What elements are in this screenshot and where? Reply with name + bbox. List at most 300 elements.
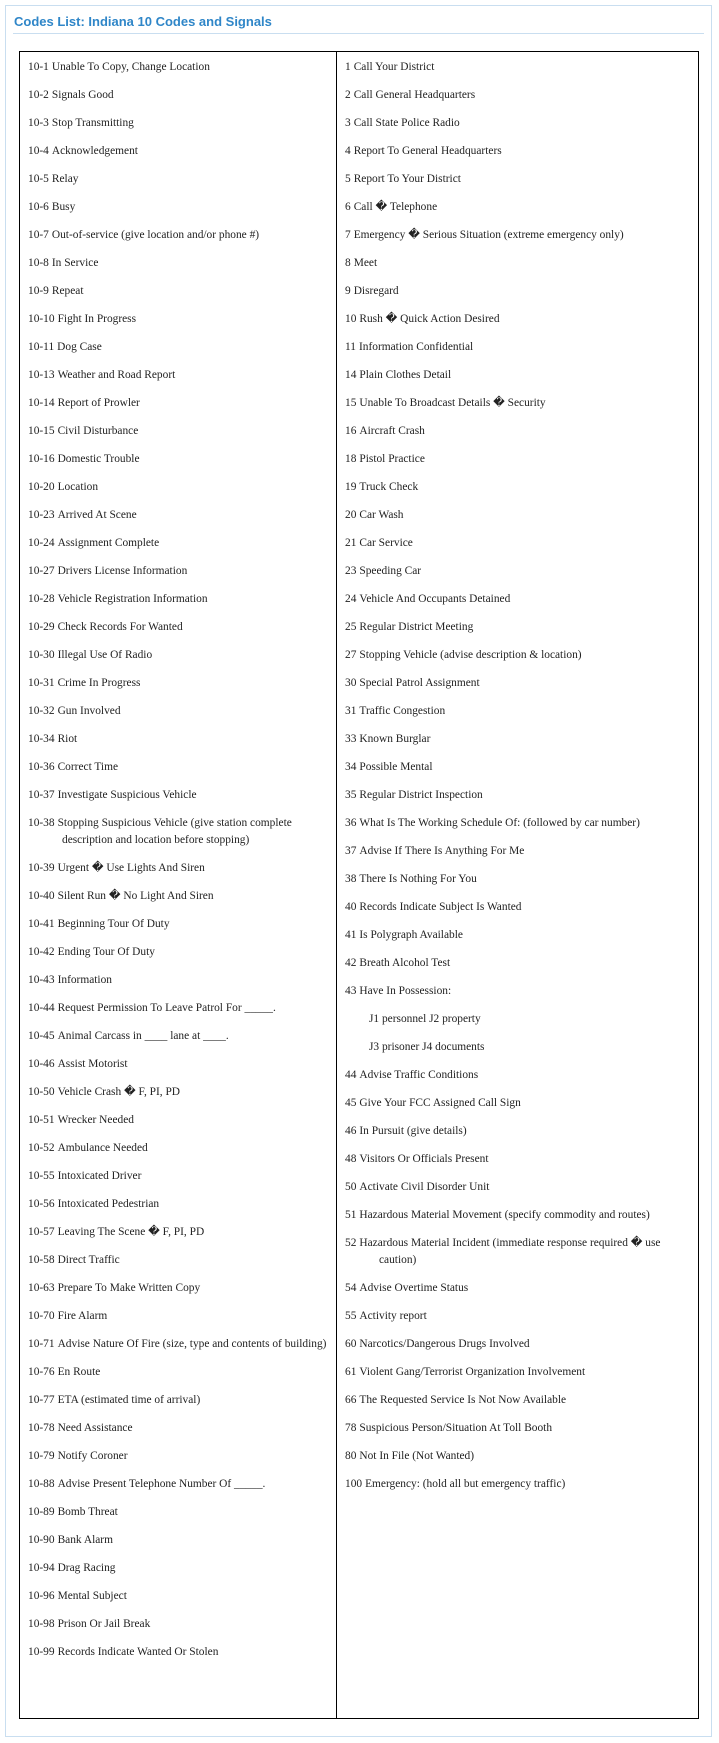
code-description: Stopping Suspicious Vehicle (give station complete description and location before stopping) — [57, 817, 292, 846]
code-number: 66 — [345, 1393, 357, 1406]
code-number: 10 — [345, 313, 357, 325]
code-number: 10-43 — [28, 973, 55, 986]
signal-item — [345, 1207, 698, 1224]
ten-code-item — [28, 1476, 336, 1493]
code-description: Regular District Inspection — [359, 789, 483, 801]
code-number: 27 — [345, 649, 357, 661]
code-description: Pistol Practice — [359, 453, 425, 465]
code-number: 10-14 — [28, 397, 55, 409]
code-number: 10-57 — [28, 1225, 55, 1238]
code-description: Urgent � Use Lights And Siren — [57, 861, 205, 874]
code-description: Assignment Complete — [57, 537, 160, 549]
code-description: Car Wash — [359, 509, 404, 521]
code-description: Intoxicated Pedestrian — [57, 1197, 160, 1210]
code-description: Unable To Copy, Change Location — [51, 61, 210, 73]
code-number: 10-42 — [28, 945, 55, 958]
code-number: 45 — [345, 1097, 357, 1109]
code-description: Need Assistance — [57, 1421, 133, 1434]
code-description: En Route — [57, 1365, 101, 1378]
signal-item — [345, 1448, 698, 1465]
signal-item — [345, 787, 698, 804]
signal-item — [345, 423, 698, 440]
code-number: 10-3 — [28, 117, 49, 129]
code-description: Report To General Headquarters — [353, 145, 502, 157]
code-number: 10-34 — [28, 733, 55, 745]
codes-panel — [5, 5, 712, 1737]
code-number: 10-40 — [28, 889, 55, 902]
signal-item — [345, 479, 698, 496]
code-number: 46 — [345, 1125, 357, 1137]
signal-item — [345, 591, 698, 608]
ten-code-item — [28, 87, 336, 104]
ten-code-item — [28, 944, 336, 961]
code-description: Prepare To Make Written Copy — [57, 1281, 201, 1294]
ten-codes-column — [20, 52, 337, 1718]
code-number: 9 — [345, 285, 351, 297]
code-description: Car Service — [359, 537, 413, 549]
code-description: Truck Check — [359, 481, 419, 493]
title-divider — [13, 33, 704, 34]
code-description: Report of Prowler — [57, 397, 140, 409]
ten-code-item — [28, 1504, 336, 1521]
code-number: 10-24 — [28, 537, 55, 549]
ten-code-item — [28, 1196, 336, 1213]
code-number: 60 — [345, 1337, 357, 1350]
code-number: 48 — [345, 1153, 357, 1165]
code-description: Is Polygraph Available — [359, 929, 463, 941]
ten-code-item — [28, 563, 336, 580]
signal-item — [345, 171, 698, 188]
code-description: Advise If There Is Anything For Me — [359, 845, 525, 857]
code-description: Plain Clothes Detail — [359, 369, 452, 381]
ten-code-item — [28, 675, 336, 692]
code-description: Intoxicated Driver — [57, 1169, 142, 1182]
code-description: Report To Your District — [353, 173, 461, 185]
ten-code-item — [28, 972, 336, 989]
code-description: Vehicle Crash � F, PI, PD — [57, 1085, 181, 1098]
code-number: 54 — [345, 1281, 357, 1294]
code-number: 10-94 — [28, 1561, 55, 1574]
code-number: 41 — [345, 929, 357, 941]
code-number: 35 — [345, 789, 357, 801]
ten-code-item — [28, 1000, 336, 1017]
code-description: Arrived At Scene — [57, 509, 137, 521]
signal-item-subline — [345, 1011, 698, 1028]
signal-item — [345, 703, 698, 720]
code-description: Hazardous Material Incident (immediate response required � use caution) — [359, 1237, 661, 1266]
code-description: Visitors Or Officials Present — [359, 1153, 489, 1165]
signal-item — [345, 395, 698, 412]
code-number: 10-8 — [28, 257, 49, 269]
ten-code-item — [28, 1280, 336, 1297]
ten-code-item — [28, 451, 336, 468]
code-description: Signals Good — [51, 89, 114, 101]
ten-code-item — [28, 1420, 336, 1437]
code-description: Call � Telephone — [353, 201, 438, 213]
signal-item — [345, 955, 698, 972]
code-description: Prison Or Jail Break — [57, 1617, 151, 1630]
code-description: Silent Run � No Light And Siren — [57, 889, 214, 902]
ten-code-item — [28, 1112, 336, 1129]
signal-item — [345, 815, 698, 832]
signal-item — [345, 1420, 698, 1437]
code-description: Leaving The Scene � F, PI, PD — [57, 1225, 205, 1238]
code-number: 10-78 — [28, 1421, 55, 1434]
code-description: Acknowledgement — [51, 145, 138, 157]
code-number: 10-2 — [28, 89, 49, 101]
code-number: 10-96 — [28, 1589, 55, 1602]
ten-code-item — [28, 143, 336, 160]
code-number: 10-7 — [28, 229, 49, 241]
signal-item — [345, 59, 698, 76]
ten-code-item — [28, 59, 336, 76]
ten-code-item — [28, 507, 336, 524]
code-number: 30 — [345, 677, 357, 689]
code-number: 10-58 — [28, 1253, 55, 1266]
code-number: 15 — [345, 397, 357, 409]
code-description: Ambulance Needed — [57, 1141, 148, 1154]
code-number: 10-27 — [28, 565, 55, 577]
code-description: Not In File (Not Wanted) — [359, 1449, 475, 1462]
signal-item — [345, 619, 698, 636]
ten-code-item — [28, 591, 336, 608]
signals-list — [345, 59, 698, 1492]
ten-code-item — [28, 1224, 336, 1241]
code-description: Wrecker Needed — [57, 1113, 134, 1126]
signal-item-subline — [345, 1039, 698, 1056]
code-number: 10-5 — [28, 173, 49, 185]
code-description: Out-of-service (give location and/or phone #) — [51, 229, 260, 241]
signal-item — [345, 507, 698, 524]
code-description: Dog Case — [57, 341, 102, 353]
ten-code-item — [28, 1308, 336, 1325]
code-description: Illegal Use Of Radio — [57, 649, 153, 661]
code-number: 10-38 — [28, 817, 55, 829]
signal-item — [345, 451, 698, 468]
code-number: 61 — [345, 1365, 357, 1378]
code-description: Activate Civil Disorder Unit — [359, 1181, 490, 1193]
code-description: Advise Nature Of Fire (size, type and contents of building) — [57, 1337, 327, 1350]
ten-code-item — [28, 1560, 336, 1577]
code-number: 10-20 — [28, 481, 55, 493]
code-description: Drivers License Information — [57, 565, 188, 577]
signal-item — [345, 283, 698, 300]
code-description: Advise Overtime Status — [359, 1281, 469, 1294]
code-number: 10-76 — [28, 1365, 55, 1378]
code-description: Suspicious Person/Situation At Toll Booth — [359, 1421, 553, 1434]
code-number: 10-46 — [28, 1057, 55, 1070]
ten-code-item — [28, 227, 336, 244]
signal-item — [345, 1067, 698, 1084]
ten-code-item — [28, 1168, 336, 1185]
code-number: 34 — [345, 761, 357, 773]
code-description: Riot — [57, 733, 78, 745]
signal-item — [345, 1392, 698, 1409]
signal-item — [345, 1179, 698, 1196]
code-description: Give Your FCC Assigned Call Sign — [359, 1097, 521, 1109]
code-description: Activity report — [359, 1309, 427, 1322]
code-description: Animal Carcass in ____ lane at ____. — [57, 1029, 229, 1042]
code-number: 10-52 — [28, 1141, 55, 1154]
ten-code-item — [28, 1532, 336, 1549]
page-title: Codes List: Indiana 10 Codes and Signals — [14, 14, 272, 29]
signals-column — [337, 52, 698, 1718]
code-description: Records Indicate Subject Is Wanted — [359, 901, 522, 913]
code-number: 38 — [345, 873, 357, 885]
code-description: Breath Alcohol Test — [359, 957, 451, 969]
code-description: Fire Alarm — [57, 1309, 108, 1322]
code-description: Information Confidential — [358, 341, 474, 353]
signal-item — [345, 1476, 698, 1493]
signal-item — [345, 759, 698, 776]
signal-item — [345, 1123, 698, 1140]
ten-code-item — [28, 423, 336, 440]
code-description: Repeat — [51, 285, 84, 297]
code-number: 23 — [345, 565, 357, 577]
code-description: Fight In Progress — [57, 313, 137, 325]
code-description: Call State Police Radio — [353, 117, 460, 129]
ten-code-item — [28, 1644, 336, 1661]
code-description: Civil Disturbance — [57, 425, 139, 437]
code-description: Stop Transmitting — [51, 117, 134, 129]
signal-item — [345, 563, 698, 580]
code-description: Domestic Trouble — [57, 453, 140, 465]
ten-code-item — [28, 1364, 336, 1381]
code-number: 55 — [345, 1309, 357, 1322]
ten-code-item — [28, 787, 336, 804]
ten-code-item — [28, 115, 336, 132]
code-description: Assist Motorist — [57, 1057, 128, 1070]
ten-code-item — [28, 1084, 336, 1101]
code-number: 10-37 — [28, 789, 55, 801]
code-number: 10-79 — [28, 1449, 55, 1462]
signal-item — [345, 1364, 698, 1381]
code-number: 7 — [345, 229, 351, 241]
code-number: 5 — [345, 173, 351, 185]
code-number: 10-44 — [28, 1001, 55, 1014]
ten-code-item — [28, 339, 336, 356]
code-number: 19 — [345, 481, 357, 493]
code-number: 10-16 — [28, 453, 55, 465]
code-number: 10-15 — [28, 425, 55, 437]
ten-code-item — [28, 703, 336, 720]
code-description: Rush � Quick Action Desired — [359, 313, 500, 325]
code-number: 43 — [345, 985, 357, 997]
signal-item — [345, 227, 698, 244]
code-description: J1 personnel J2 property — [369, 1013, 481, 1025]
signal-item — [345, 1235, 698, 1268]
code-description: Emergency: (hold all but emergency traffic) — [365, 1477, 566, 1490]
signal-item — [345, 311, 698, 328]
code-number: 25 — [345, 621, 357, 633]
ten-code-item — [28, 311, 336, 328]
code-number: 18 — [345, 453, 357, 465]
ten-code-item — [28, 1588, 336, 1605]
code-number: 10-6 — [28, 201, 49, 213]
ten-code-item — [28, 731, 336, 748]
code-description: In Service — [51, 257, 99, 269]
code-number: 100 — [345, 1477, 363, 1490]
ten-code-item — [28, 1616, 336, 1633]
ten-code-item — [28, 815, 336, 848]
signal-item — [345, 843, 698, 860]
code-number: 10-51 — [28, 1113, 55, 1126]
signal-item — [345, 899, 698, 916]
signal-item — [345, 535, 698, 552]
code-description: Beginning Tour Of Duty — [57, 917, 170, 930]
code-description: In Pursuit (give details) — [359, 1125, 467, 1137]
code-number: 78 — [345, 1421, 357, 1434]
signal-item — [345, 367, 698, 384]
code-number: 50 — [345, 1181, 357, 1193]
code-description: Traffic Congestion — [359, 705, 446, 717]
code-number: 37 — [345, 845, 357, 857]
ten-code-item — [28, 888, 336, 905]
signal-item — [345, 647, 698, 664]
code-description: Location — [57, 481, 99, 493]
code-number: 10-56 — [28, 1197, 55, 1210]
signal-item — [345, 339, 698, 356]
code-number: 36 — [345, 817, 357, 829]
code-number: 11 — [345, 341, 356, 353]
code-number: 10-90 — [28, 1533, 55, 1546]
code-number: 10-11 — [28, 341, 55, 353]
code-number: 20 — [345, 509, 357, 521]
code-number: 10-50 — [28, 1085, 55, 1098]
ten-code-item — [28, 171, 336, 188]
code-number: 10-71 — [28, 1337, 55, 1350]
code-description: Vehicle Registration Information — [57, 593, 208, 605]
code-description: Have In Possession: — [359, 985, 452, 997]
ten-code-item — [28, 759, 336, 776]
code-description: Known Burglar — [359, 733, 431, 745]
code-description: Records Indicate Wanted Or Stolen — [57, 1645, 219, 1658]
code-number: 80 — [345, 1449, 357, 1462]
code-description: Meet — [353, 257, 378, 269]
code-number: 10-1 — [28, 61, 49, 73]
signal-item — [345, 1308, 698, 1325]
code-number: 14 — [345, 369, 357, 381]
ten-code-item — [28, 535, 336, 552]
code-description: Possible Mental — [359, 761, 433, 773]
code-description: Investigate Suspicious Vehicle — [57, 789, 197, 801]
signal-item — [345, 927, 698, 944]
code-description: J3 prisoner J4 documents — [369, 1041, 485, 1053]
code-description: Busy — [51, 201, 76, 213]
code-number: 10-63 — [28, 1281, 55, 1294]
code-number: 10-30 — [28, 649, 55, 661]
code-description: Advise Traffic Conditions — [359, 1069, 479, 1081]
code-number: 10-9 — [28, 285, 49, 297]
code-number: 10-10 — [28, 313, 55, 325]
ten-code-item — [28, 619, 336, 636]
code-description: Stopping Vehicle (advise description & location) — [359, 649, 582, 661]
ten-code-item — [28, 916, 336, 933]
code-description: Disregard — [353, 285, 399, 297]
code-number: 6 — [345, 201, 351, 213]
code-description: Unable To Broadcast Details � Security — [359, 397, 546, 409]
signal-item — [345, 87, 698, 104]
signal-item — [345, 1280, 698, 1297]
code-number: 42 — [345, 957, 357, 969]
code-number: 10-4 — [28, 145, 49, 157]
code-description: Special Patrol Assignment — [359, 677, 480, 689]
code-number: 16 — [345, 425, 357, 437]
code-number: 31 — [345, 705, 357, 717]
code-number: 44 — [345, 1069, 357, 1081]
signal-item — [345, 983, 698, 1000]
code-number: 52 — [345, 1237, 357, 1249]
code-description: Notify Coroner — [57, 1449, 128, 1462]
code-number: 3 — [345, 117, 351, 129]
signal-item — [345, 115, 698, 132]
ten-code-item — [28, 395, 336, 412]
code-number: 33 — [345, 733, 357, 745]
ten-code-item — [28, 1140, 336, 1157]
code-description: Correct Time — [57, 761, 119, 773]
code-number: 10-98 — [28, 1617, 55, 1630]
code-description: Narcotics/Dangerous Drugs Involved — [359, 1337, 530, 1350]
code-description: Call General Headquarters — [353, 89, 476, 101]
code-description: The Requested Service Is Not Now Available — [359, 1393, 567, 1406]
ten-code-item — [28, 1448, 336, 1465]
code-description: There Is Nothing For You — [359, 873, 477, 885]
code-number: 10-88 — [28, 1477, 55, 1490]
code-description: Regular District Meeting — [359, 621, 474, 633]
code-number: 10-45 — [28, 1029, 55, 1042]
code-number: 51 — [345, 1209, 357, 1221]
code-description: Mental Subject — [57, 1589, 127, 1602]
code-number: 8 — [345, 257, 351, 269]
ten-code-item — [28, 479, 336, 496]
code-number: 10-29 — [28, 621, 55, 633]
ten-code-item — [28, 367, 336, 384]
codes-table — [19, 51, 699, 1719]
signal-item — [345, 675, 698, 692]
ten-code-item — [28, 647, 336, 664]
code-number: 10-32 — [28, 705, 55, 717]
code-number: 4 — [345, 145, 351, 157]
code-description: Hazardous Material Movement (specify commodity and routes) — [359, 1209, 650, 1221]
code-description: Bomb Threat — [57, 1505, 118, 1518]
code-description: Relay — [51, 173, 79, 185]
code-description: Ending Tour Of Duty — [57, 945, 155, 958]
code-number: 10-36 — [28, 761, 55, 773]
code-description: Speeding Car — [359, 565, 422, 577]
code-description: Crime In Progress — [57, 677, 141, 689]
code-description: Drag Racing — [57, 1561, 116, 1574]
code-number: 21 — [345, 537, 357, 549]
code-description: Violent Gang/Terrorist Organization Involvement — [359, 1365, 586, 1378]
code-description: Direct Traffic — [57, 1253, 120, 1266]
ten-code-item — [28, 255, 336, 272]
code-description: Gun Involved — [57, 705, 121, 717]
ten-code-item — [28, 199, 336, 216]
code-description: Vehicle And Occupants Detained — [359, 593, 511, 605]
ten-codes-list — [28, 59, 336, 1660]
ten-code-item — [28, 1392, 336, 1409]
code-number: 10-39 — [28, 861, 55, 874]
code-number: 1 — [345, 61, 351, 73]
ten-code-item — [28, 283, 336, 300]
code-description: Emergency � Serious Situation (extreme emergency only) — [353, 229, 624, 241]
code-description: Bank Alarm — [57, 1533, 113, 1546]
code-number: 2 — [345, 89, 351, 101]
code-number: 10-89 — [28, 1505, 55, 1518]
signal-item — [345, 871, 698, 888]
code-description: Request Permission To Leave Patrol For _____. — [57, 1001, 276, 1014]
code-number: 10-70 — [28, 1309, 55, 1322]
